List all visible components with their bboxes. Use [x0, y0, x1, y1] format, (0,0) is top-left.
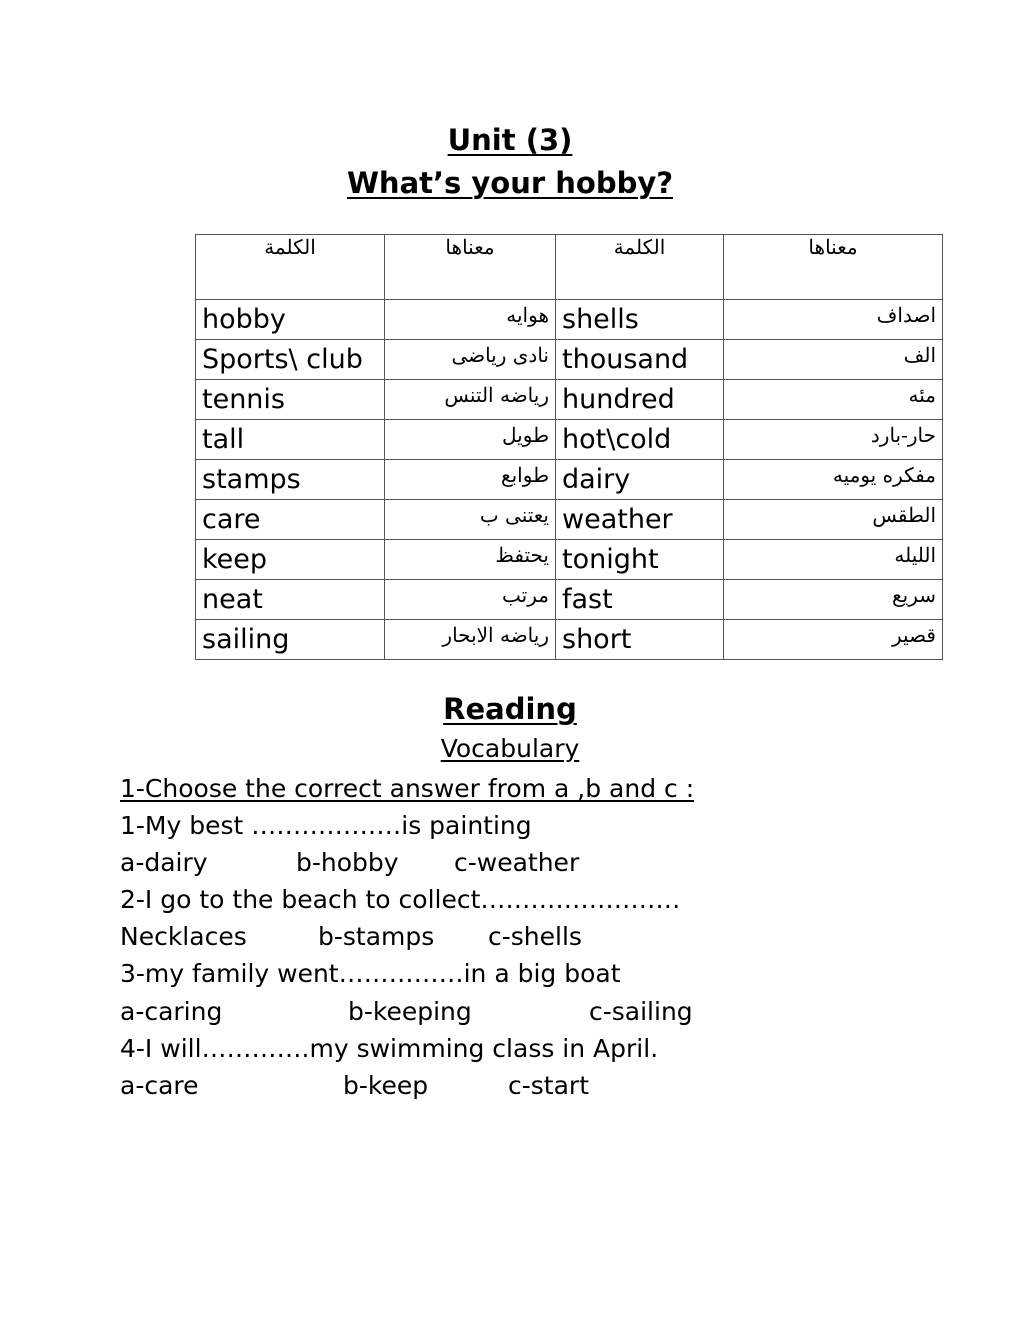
meaning-cell: يعتنى ب [385, 500, 556, 540]
meaning-cell: مرتب [385, 580, 556, 620]
table-row [196, 620, 943, 660]
meaning-cell: يحتفظ [385, 540, 556, 580]
meaning-cell: رياضه التنس [385, 380, 556, 420]
meaning-cell: مفكره يوميه [724, 460, 943, 500]
reading-heading: Reading [443, 692, 577, 726]
q1-option-c: c-weather [454, 848, 580, 877]
table-row [196, 580, 943, 620]
q2-option-c: c-shells [488, 922, 582, 951]
unit-title: Unit (3) [447, 123, 573, 157]
exercise-instruction: 1-Choose the correct answer from a ,b and c : [120, 774, 695, 803]
header-word-2: الكلمة [556, 235, 724, 300]
word-cell: neat [196, 580, 385, 620]
q4-option-b: b-keep [343, 1071, 429, 1100]
meaning-cell: الطقس [724, 500, 943, 540]
q2-option-b: b-stamps [318, 922, 435, 951]
q1-option-a: a-dairy [120, 848, 208, 877]
word-cell: sailing [196, 620, 385, 660]
word-cell: short [556, 620, 724, 660]
meaning-cell: الف [724, 340, 943, 380]
header-word-1: الكلمة [196, 235, 385, 300]
question-1: 1-My best ………………is painting [120, 811, 532, 840]
q1-option-b: b-hobby [296, 848, 399, 877]
word-cell: tonight [556, 540, 724, 580]
table-row [196, 340, 943, 380]
q3-option-a: a-caring [120, 997, 223, 1026]
table-row [196, 540, 943, 580]
table-row [196, 420, 943, 460]
meaning-cell: سريع [724, 580, 943, 620]
header-meaning-1: معناها [385, 235, 556, 300]
meaning-cell: الليله [724, 540, 943, 580]
table-header-row [196, 235, 943, 300]
word-cell: weather [556, 500, 724, 540]
table-row [196, 300, 943, 340]
q2-option-a: Necklaces [120, 922, 247, 951]
vocabulary-heading: Vocabulary [440, 734, 580, 763]
vocabulary-table [195, 234, 943, 660]
question-2: 2-I go to the beach to collect…………………… [120, 885, 681, 914]
word-cell: hobby [196, 300, 385, 340]
word-cell: care [196, 500, 385, 540]
meaning-cell: مئه [724, 380, 943, 420]
word-cell: hot\cold [556, 420, 724, 460]
word-cell: hundred [556, 380, 724, 420]
meaning-cell: حار-بارد [724, 420, 943, 460]
meaning-cell: هوايه [385, 300, 556, 340]
question-3: 3-my family went……………in a big boat [120, 959, 621, 988]
word-cell: tall [196, 420, 385, 460]
meaning-cell: اصداف [724, 300, 943, 340]
meaning-cell: طوابع [385, 460, 556, 500]
q3-option-c: c-sailing [589, 997, 693, 1026]
q4-option-a: a-care [120, 1071, 199, 1100]
word-cell: Sports\ club [196, 340, 385, 380]
table-row [196, 460, 943, 500]
meaning-cell: قصير [724, 620, 943, 660]
meaning-cell: طويل [385, 420, 556, 460]
meaning-cell: نادى رياضى [385, 340, 556, 380]
word-cell: fast [556, 580, 724, 620]
word-cell: keep [196, 540, 385, 580]
header-meaning-2: معناها [724, 235, 943, 300]
q3-option-b: b-keeping [348, 997, 472, 1026]
unit-subtitle: What’s your hobby? [346, 166, 674, 200]
word-cell: thousand [556, 340, 724, 380]
meaning-cell: رياضه الابحار [385, 620, 556, 660]
table-row [196, 500, 943, 540]
q4-option-c: c-start [508, 1071, 589, 1100]
word-cell: dairy [556, 460, 724, 500]
word-cell: tennis [196, 380, 385, 420]
word-cell: stamps [196, 460, 385, 500]
word-cell: shells [556, 300, 724, 340]
question-4: 4-I will………….my swimming class in April. [120, 1034, 659, 1063]
table-row [196, 380, 943, 420]
